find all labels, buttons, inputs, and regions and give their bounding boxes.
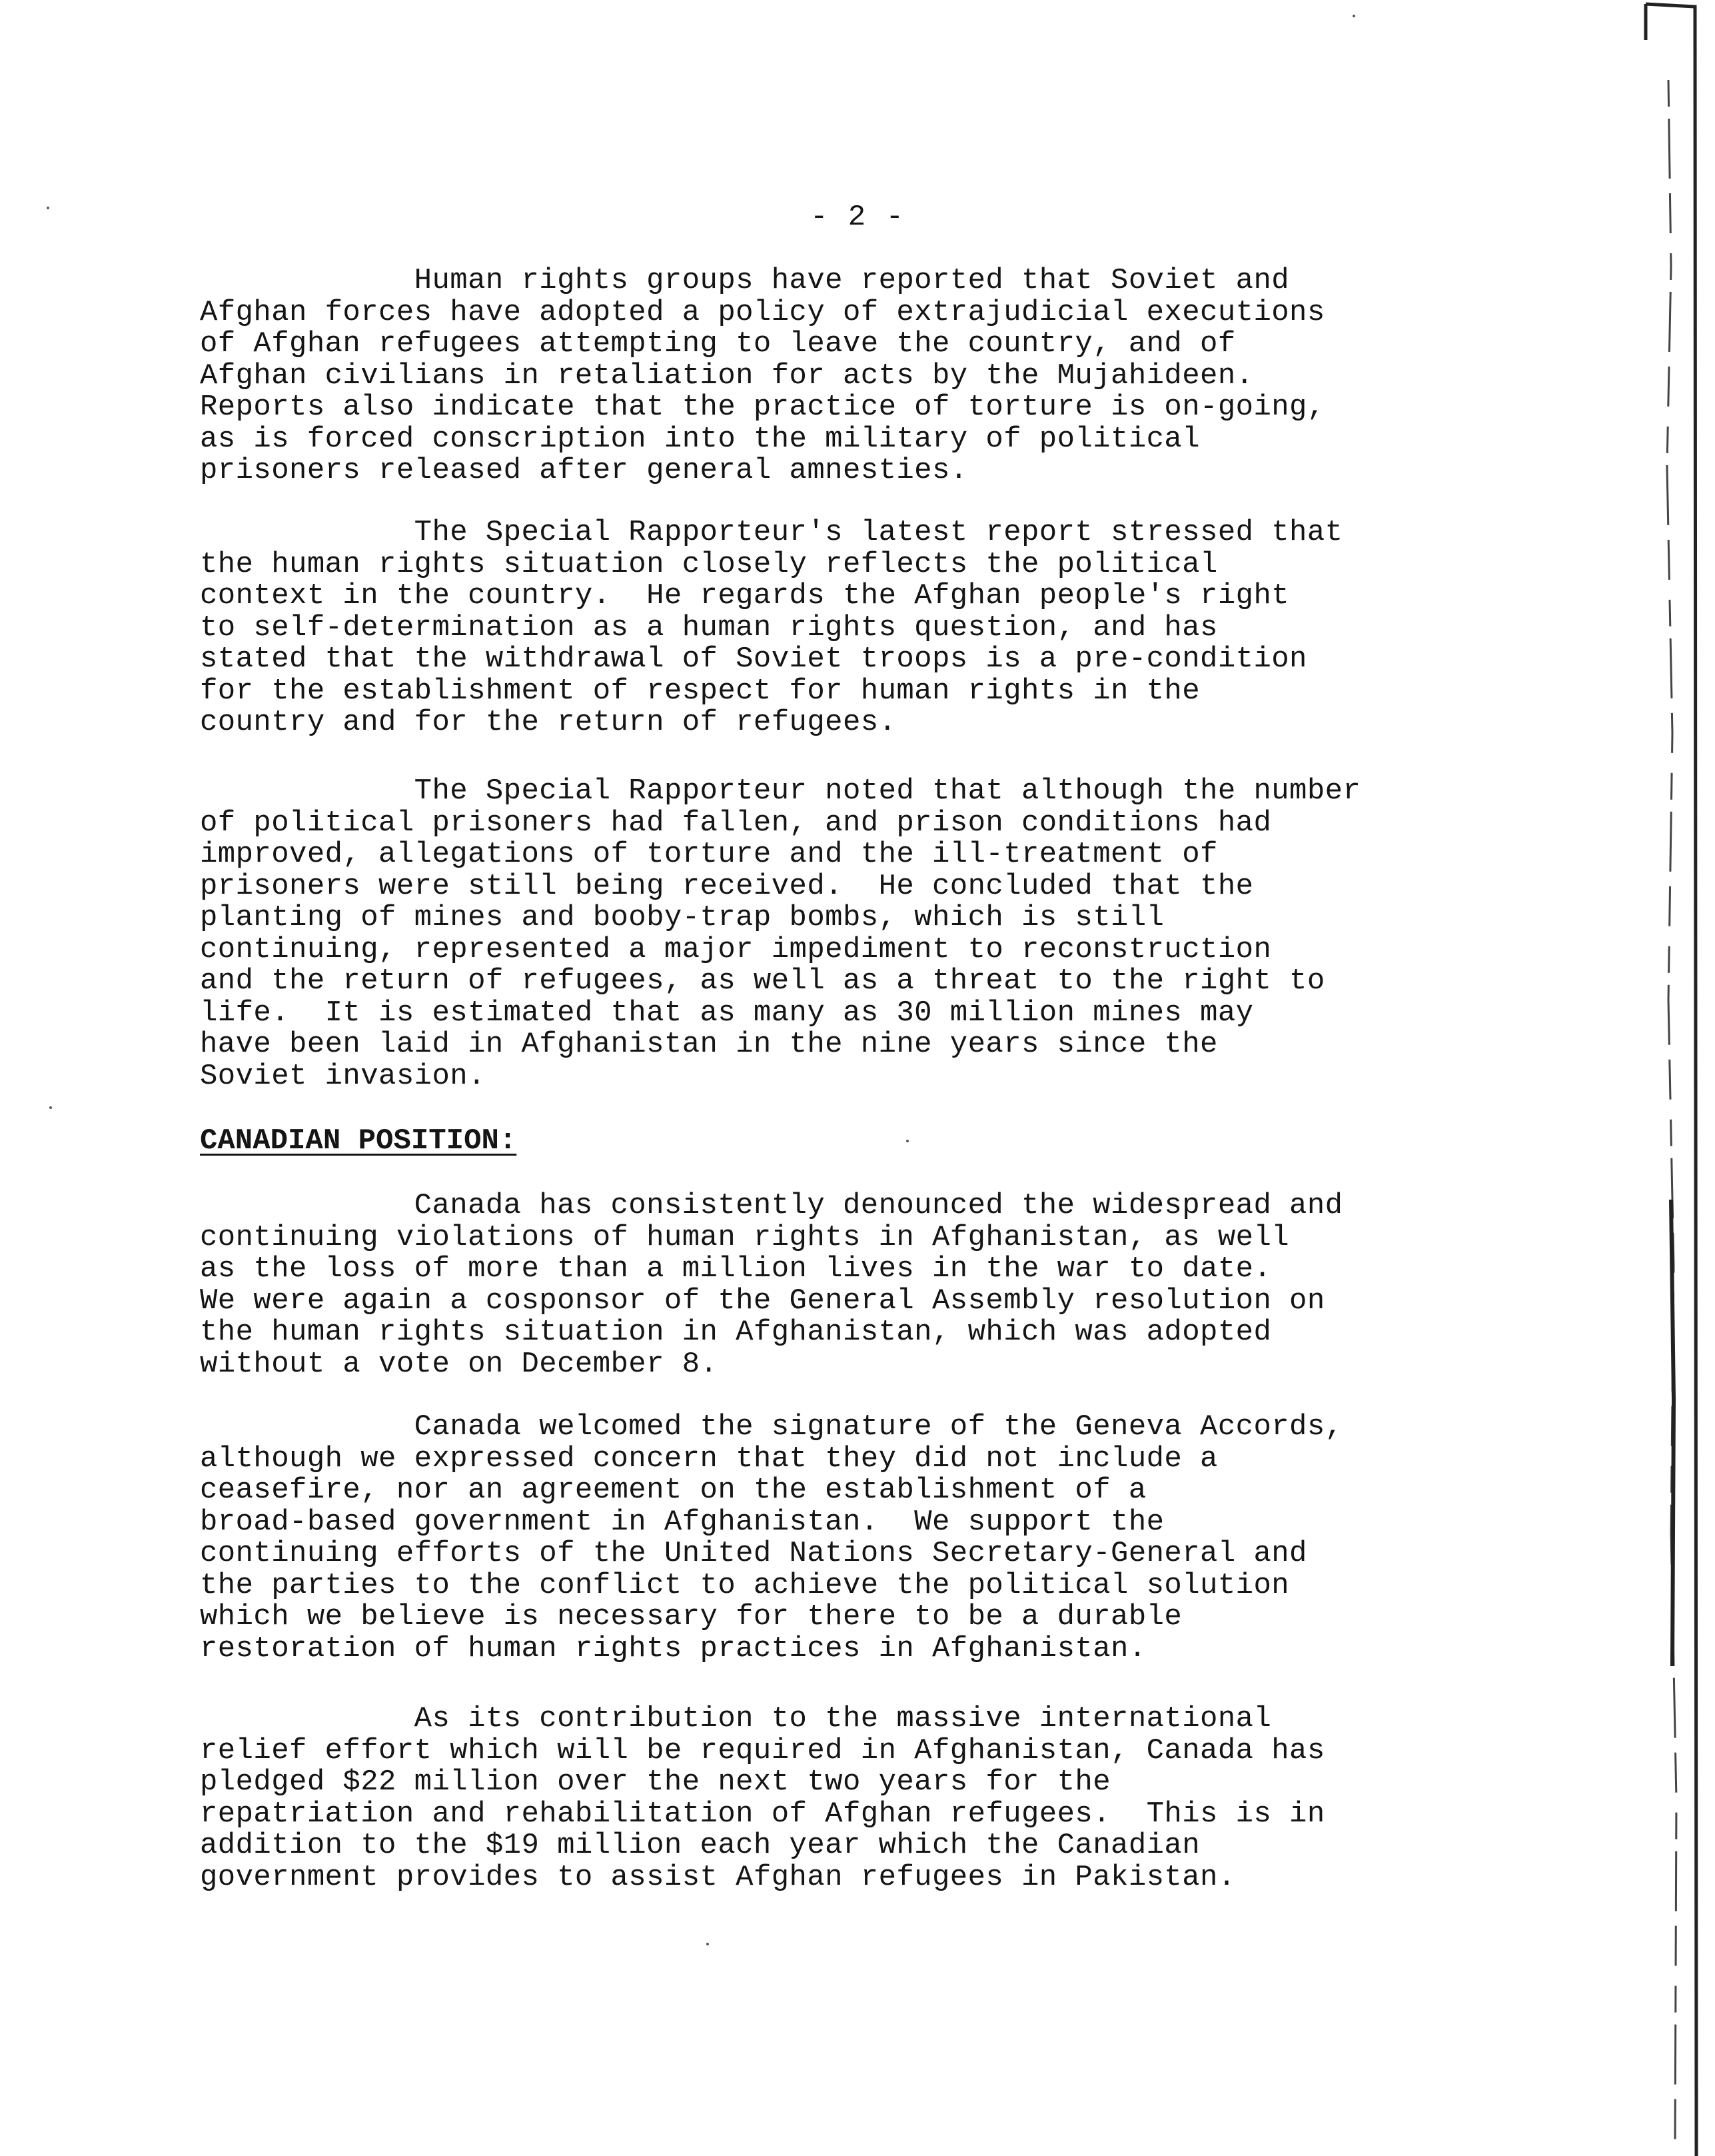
paragraph-geneva-accords: Canada welcomed the signature of the Geneva Accords, although we expressed concern that they did not include a ceasefire, nor an agreement on the establishment of a broad-based government in Afghanistan. We support the continuing efforts of the United Nations Secretary-General and the parties to the conflict to achieve the political solution which we believe is necessary for there to be a durable restoration of human rights practices in Afghanistan. bbox=[200, 1410, 1343, 1665]
scan-speck bbox=[706, 1943, 709, 1945]
scan-speck bbox=[49, 1106, 52, 1109]
paragraph-special-rapporteur-report: The Special Rapporteur's latest report stressed that the human rights situation closely reflects the political context in the country. He regards the Afghan people's right to self-determination as a human rights question, and has stated that the withdrawal of Soviet troops is a pre-condition for the establishment of respect for human rights in the country and for the return of refugees. bbox=[200, 516, 1343, 739]
paragraph-special-rapporteur-conclusions: The Special Rapporteur noted that although the number of political prisoners had fallen, and prison conditions had improved, allegations of torture and the ill-treatment of prisoners were still being received. He concluded that the planting of mines and booby-trap bombs, which is still continuing, represented a major impediment to reconstruction and the return of refugees, as well as a threat to the right to life. It is estimated that as many as 30 million mines may have been laid in Afghanistan in the nine years since the Soviet invasion. bbox=[200, 774, 1361, 1093]
section-heading: CANADIAN POSITION: bbox=[200, 1124, 517, 1158]
scan-edge-artifact bbox=[1642, 0, 1715, 2156]
page-number: - 2 - bbox=[810, 201, 905, 234]
paragraph-human-rights-reports: Human rights groups have reported that Soviet and Afghan forces have adopted a policy of extrajudicial executions of Afghan refugees attempting to leave the country, and of Afghan civilians in retaliation for acts by the Mujahideen. Reports also indicate that the practice of torture is on-going, as is forced conscription into the military of political prisoners released after general amnesties. bbox=[200, 264, 1325, 487]
paragraph-relief-contribution: As its contribution to the massive international relief effort which will be required in Afghanistan, Canada has pledged $22 million over the next two years for the repatriation and rehabilitation of Afghan refugees. This is in addition to the $19 million each year which the Canadian government provides to assist Afghan refugees in Pakistan. bbox=[200, 1702, 1325, 1894]
scan-speck bbox=[1353, 15, 1355, 17]
paragraph-canada-denounced: Canada has consistently denounced the widespread and continuing violations of human rights in Afghanistan, as well as the loss of more than a million lives in the war to date. We were again a cosponsor of the General Assembly resolution on the human rights situation in Afghanistan, which was adopted without a vote on December 8. bbox=[200, 1189, 1343, 1381]
scan-speck bbox=[906, 1140, 909, 1142]
scan-speck bbox=[47, 207, 49, 209]
